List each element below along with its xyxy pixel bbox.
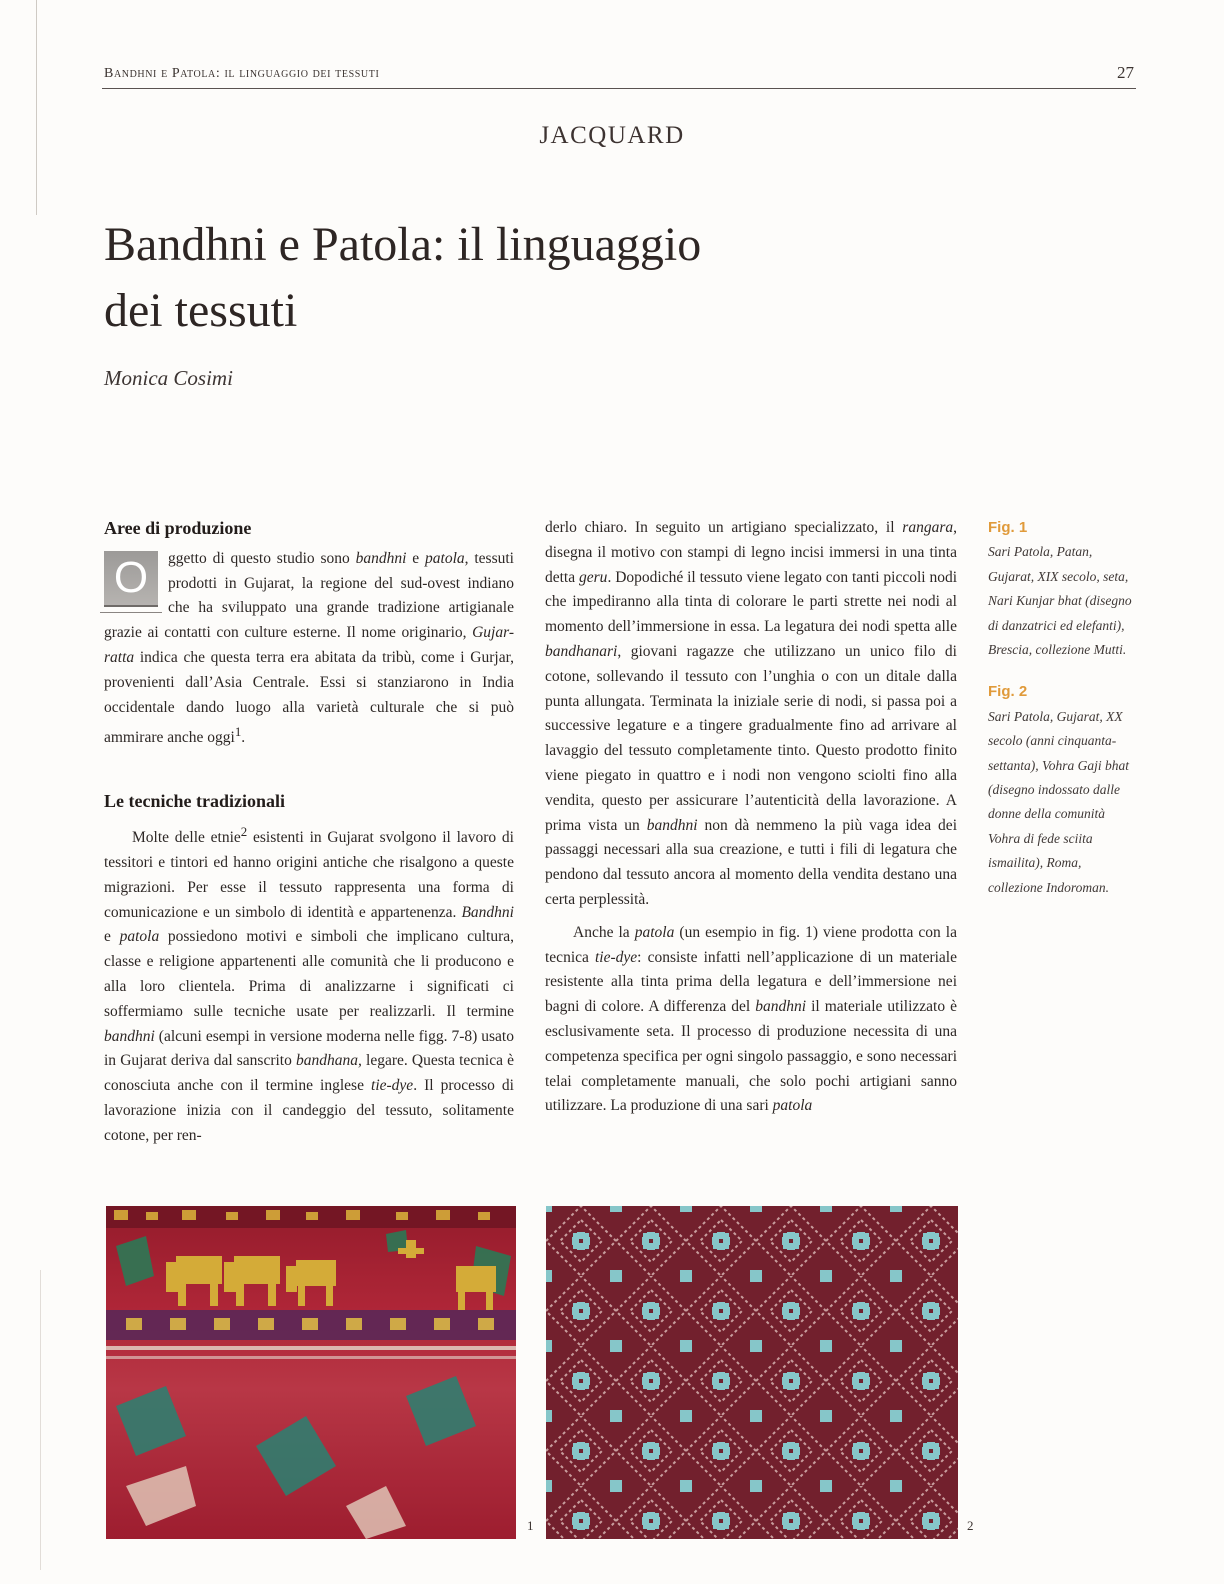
italic-term: bandhni [755,998,807,1016]
text-run: , tessuti prodotti in Gujarat, la regione del sud-ovest indiano che ha sviluppato una grande tradizione artigianale grazie ai contatti con culture esterne. Il nome originario, [104,549,514,642]
paragraph [545,921,957,1119]
text-column-1 [104,516,514,1149]
italic-term: Bandhni [461,903,514,921]
caption-fig-1 [988,516,1138,662]
italic-term: bandhni [355,549,407,567]
italic-term: patola [772,1097,813,1115]
caption-text: Sari Patola, Gujarat, XX secolo (anni cinquanta-settanta), Vohra Gaji bhat (disegno indossato dalle donne della comunità Vohra di fede sciita ismailita), Roma, collezione Indoroman. [988,708,1129,895]
italic-term: tie-dye [371,1077,414,1095]
title-line-2: dei tessuti [104,284,298,337]
text-column-2 [545,516,957,1119]
text-run: , disegna il motivo con stampi di legno incisi immersi in una tinta detta [545,519,957,586]
figure-2-photo [546,1206,958,1539]
italic-term: patola [634,923,675,941]
text-run: legare. Questa tecnica è conosciuta anche con il termine inglese [104,1052,514,1095]
italic-term: patola [425,549,465,567]
italic-term: bandhni [104,1027,155,1045]
text-run: Molte delle etnie [132,829,241,847]
paragraph [545,516,957,913]
text-run: . [241,729,246,747]
scan-edge [40,1270,41,1570]
italic-term: tie-dye [595,948,638,966]
author: Monica Cosimi [104,366,233,390]
text-run: non dà nemmeno la più vaga idea dei passaggi necessari alla sua creazione, e tutti i fili di legatura che pendono dal tessuto ancora al momento della vendita destano una certa perplessità. [545,816,957,908]
figure-captions [988,516,1138,900]
section-heading-tecniche: Le tecniche tradizionali [104,791,285,812]
text-run: il materiale utilizzato è esclusivamente seta. Il processo di produzione necessita di una competenza specifica per ogni singolo passaggio, e sono necessari telai completamente manuali, che solo pochi artigiani sanno utilizzare. La produzione di una sari [545,998,957,1115]
text-run: . Dopodiché il tessuto viene legato con tanti piccoli nodi che impediranno alla tinta di colorare le parti strette nei nodi al momento dell’immersione in essa. La legatura dei nodi spetta alle [545,568,958,636]
header-rule [102,88,1136,89]
italic-term: rangara [902,519,954,536]
text-run: : consiste infatti nell’applicazione di un materiale resistente alla tinta prima della legatura e dell’immersione nei bagni di colore. A differenza del [545,948,957,1016]
fig-label: Fig. 2 [988,683,1028,701]
paragraph [104,547,514,752]
italic-term: geru [579,568,608,586]
scan-edge [36,0,37,215]
text-run: indica che questa terra era abitata da tribù, come i Gurjar, provenienti dall’Asia Centrale. Essi si stanziarono in India occidentale dando luogo alla varietà culturale che si può ammirare anche oggi [104,648,514,747]
paragraph [104,820,514,1149]
footnote-ref[interactable]: 1 [234,724,242,740]
text-run: (alcuni esempi in versione moderna nelle figg. 7-8) usato in Gujarat deriva dal sanscrito [104,1027,514,1070]
text-run: Anche la [573,923,635,941]
italic-term: bandhni [646,816,698,834]
title-line-1: Bandhni e Patola: il linguaggio [104,218,702,271]
text-run: derlo chiaro. In seguito un artigiano specializzato, il [545,519,903,536]
article-title [104,212,1004,344]
figure-number: 1 [527,1518,534,1533]
text-run: . Il processo di lavorazione inizia con il candeggio del tessuto, solitamente cotone, per ren- [104,1077,514,1144]
text-run: e [104,928,120,946]
footnote-ref[interactable]: 2 [240,824,248,840]
text-run: (un esempio in fig. 1) viene prodotta con la tecnica [545,923,957,966]
text-run: , giovani ragazze che utilizzano un unico filo di cotone, sollevando il tessuto con l’unghia o con un ditale dalla punta allungata. Terminata la iniziale serie di nodi, si passa poi a successive legature e a tingere gradualmente fino ad arrivare al lavaggio del tessuto completamente tinto. Questo prodotto finito viene piegato in quattro e i nodi non vengono sciolti fino alla vendita, questo per assicurare l’autenticità della lavorazione. A prima vista un [545,642,957,834]
section-heading-aree: Aree di produzione [104,518,252,538]
text-run: esistenti in Gujarat svolgono il lavoro di tessitori e tintori ed hanno origini antiche che risalgono a queste migrazioni. Per esse il tessuto rappresenta una forma di comunicazione e un simbolo di identità e appartenenza. [104,829,514,921]
text-run: ggetto di questo studio sono [168,549,356,567]
section-label: JACQUARD [539,122,685,149]
italic-term: patola [119,928,160,946]
italic-term: Gujar-ratta [104,624,514,666]
running-head: Bandhni e Patola: il linguaggio dei tessuti [104,66,380,81]
italic-term: bandhana, [296,1052,362,1070]
fig-label: Fig. 1 [988,519,1028,536]
page-number: 27 [1117,63,1134,82]
figure-1-photo [106,1206,516,1539]
text-run: e [406,549,426,567]
figure-number: 2 [967,1518,974,1533]
caption-fig-2 [988,680,1138,900]
text-run: possiedono motivi e simboli che implicano cultura, classe e religione appartenenti alle comunità che li producono e alla loro clientela. Prima di analizzarne i significati ci soffermiamo sulle tecniche usate per realizzarli. Il termine [104,928,515,1020]
caption-text: Sari Patola, Patan, Gujarat, XIX secolo, seta, Nari Kunjar bhat (disegno di danzatrici ed elefanti), Brescia, collezione Mutti. [988,544,1132,658]
italic-term: bandhanari [545,642,618,660]
dropcap: O [104,551,158,607]
